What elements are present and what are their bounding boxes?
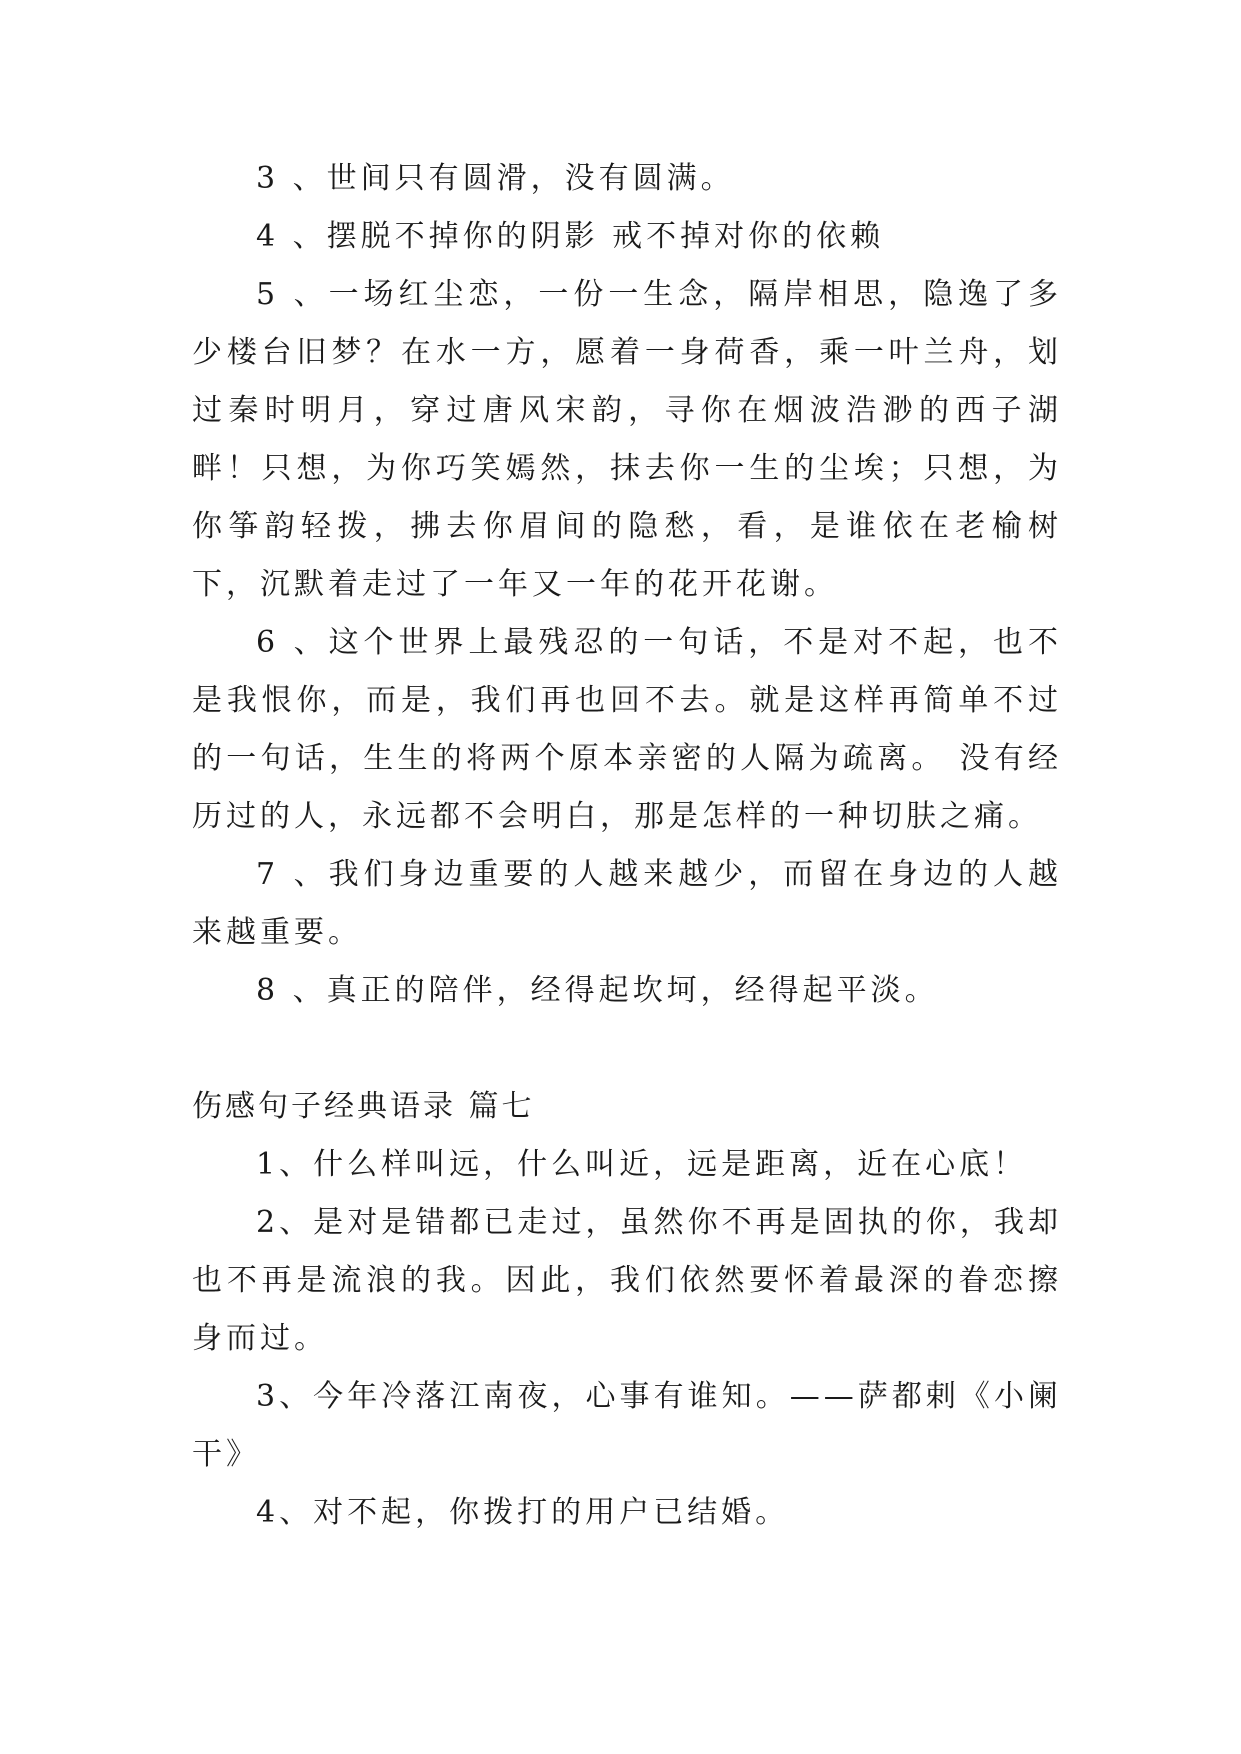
quote-item-1: 1、什么样叫远，什么叫近，远是距离，近在心底！ <box>256 1147 1028 1182</box>
document-page <box>192 150 1062 1542</box>
quote-item-4: 4 、摆脱不掉你的阴影 戒不掉对你的依赖 <box>256 219 885 254</box>
quote-item-4b: 4、对不起，你拨打的用户已结婚。 <box>256 1495 790 1530</box>
quote-item-7: 7 、我们身边重要的人越来越少，而留在身边的人越来越重要。 <box>192 857 1062 950</box>
quote-item-3: 3 、世间只有圆滑，没有圆满。 <box>256 161 735 196</box>
quote-item-6: 6 、这个世界上最残忍的一句话，不是对不起，也不是我恨你，而是，我们再也回不去。就是这样再简单不过的一句话，生生的将两个原本亲密的人隔为疏离。 没有经历过的人，永远都不会明白，那是怎样的一种切肤之痛。 <box>192 625 1062 834</box>
quote-item-8: 8 、真正的陪伴，经得起坎坷，经得起平淡。 <box>256 973 939 1008</box>
section-heading: 伤感句子经典语录 篇七 <box>192 1089 535 1124</box>
quote-item-3b: 3、今年冷落江南夜，心事有谁知。——萨都剌《小阑干》 <box>192 1379 1062 1472</box>
quote-item-5: 5 、一场红尘恋，一份一生念，隔岸相思，隐逸了多少楼台旧梦？在水一方，愿着一身荷香，乘一叶兰舟，划过秦时明月，穿过唐风宋韵，寻你在烟波浩渺的西子湖畔！只想，为你巧笑嫣然，抹去你一生的尘埃；只想，为你筝韵轻拨，拂去你眉间的隐愁，看，是谁依在老榆树下，沉默着走过了一年又一年的花开花谢。 <box>192 277 1062 602</box>
quote-item-2: 2、是对是错都已走过，虽然你不再是固执的你，我却也不再是流浪的我。因此，我们依然要怀着最深的眷恋擦身而过。 <box>192 1205 1062 1356</box>
